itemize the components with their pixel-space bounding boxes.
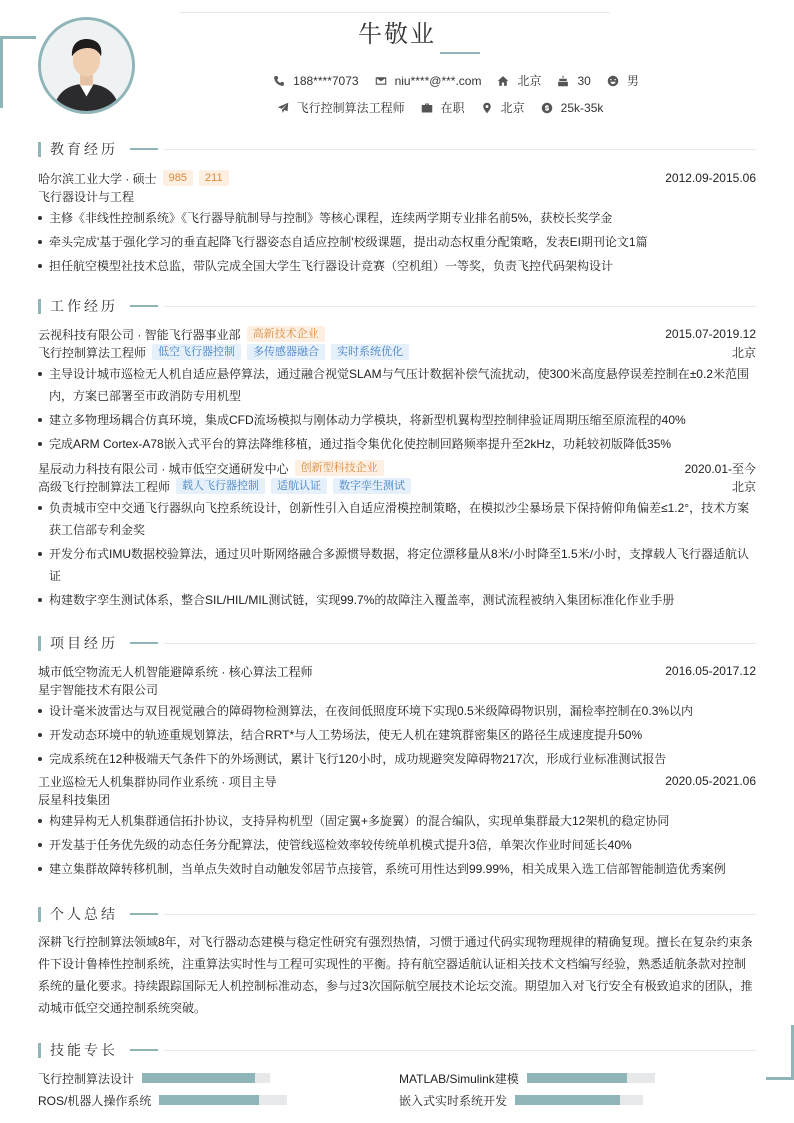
company-name: 云视科技有限公司 · 智能飞行器事业部 <box>38 327 241 342</box>
skill-name: MATLAB/Simulink建模 <box>399 1071 519 1086</box>
skills-grid <box>38 1069 756 1109</box>
email-text: niu****@***.com <box>394 73 482 88</box>
email-item <box>375 74 482 88</box>
project-bullets <box>38 700 756 770</box>
project-bullets <box>38 810 756 880</box>
list-item: 主修《非线性控制系统》《飞行器导航制导与控制》等核心课程，连续两学期专业排名前5%，获校长奖学金 <box>38 207 756 229</box>
skill-bar <box>515 1095 643 1105</box>
list-item: 完成系统在12种极端天气条件下的外场测试，累计飞行120小时，成功规避突发障碍物217次，形成行业标准测试报告 <box>38 748 756 770</box>
work-entry <box>38 459 756 611</box>
job-intent-row <box>0 99 794 116</box>
mail-icon <box>375 75 387 87</box>
skill-tag: 载人飞行器控制 <box>176 478 265 494</box>
skill-name: ROS/机器人操作系统 <box>38 1093 152 1108</box>
skills-title: 技能专长 <box>50 1042 118 1058</box>
salary-text: 25k-35k <box>560 100 604 115</box>
education-title: 教育经历 <box>50 141 118 157</box>
job-title: 飞行控制算法工程师 <box>38 345 147 360</box>
list-item: 建立集群故障转移机制，当单点失效时自动触发邻居节点接管，系统可用性达到99.99%，相关成果入选工信部智能制造优秀案例 <box>38 858 756 880</box>
list-item: 开发动态环境中的轨迹重规划算法，结合RRT*与人工势场法，使无人机在建筑群密集区的路径生成速度提升50% <box>38 724 756 746</box>
education-entry <box>38 169 756 277</box>
work-city: 北京 <box>731 479 756 494</box>
skill-tag: 适航认证 <box>271 478 327 494</box>
company-tag: 创新型科技企业 <box>295 460 384 476</box>
work-bullets <box>38 363 756 455</box>
cake-icon <box>557 75 569 87</box>
skill-level-fill <box>527 1073 627 1083</box>
list-item: 构建数字孪生测试体系，整合SIL/HIL/MIL测试链，实现99.7%的故障注入覆盖率，测试流程被纳入集团标准化作业手册 <box>38 589 756 611</box>
send-icon <box>277 102 289 114</box>
education-section <box>38 138 756 277</box>
location-icon <box>481 102 493 114</box>
coin-icon <box>541 102 553 114</box>
position-item <box>277 99 405 116</box>
school-tag: 211 <box>199 170 229 186</box>
project-name: 城市低空物流无人机智能避障系统 · 核心算法工程师 <box>38 664 313 679</box>
list-item: 设计毫米波雷达与双目视觉融合的障碍物检测算法，在夜间低照度环境下实现0.5米级障碍物识别，漏检率控制在0.3%以内 <box>38 700 756 722</box>
gender-item <box>607 72 639 89</box>
target-city-text: 北京 <box>500 101 525 115</box>
status-item <box>421 99 465 116</box>
list-item: 完成ARM Cortex-A78嵌入式平台的算法降维移植，通过指令集优化使控制回路频率提升至2kHz，功耗较初版降低35% <box>38 433 756 455</box>
skill-level-fill <box>515 1095 620 1105</box>
skill-name: 飞行控制算法设计 <box>38 1071 135 1086</box>
work-date: 2020.01-至今 <box>684 461 756 476</box>
summary-title: 个人总结 <box>50 906 118 922</box>
contact-row <box>0 72 794 89</box>
age-item <box>557 74 590 88</box>
work-title: 工作经历 <box>50 298 118 314</box>
work-entry <box>38 325 756 455</box>
company-name: 星辰动力科技有限公司 · 城市低空交通研发中心 <box>38 461 289 476</box>
phone-item <box>273 74 358 88</box>
education-heading <box>38 138 756 160</box>
salary-item <box>541 101 604 115</box>
phone-text: 188****7073 <box>293 73 359 88</box>
project-section <box>38 632 756 880</box>
age-text: 30 <box>577 73 591 88</box>
smile-icon <box>607 75 619 87</box>
skill-item <box>399 1069 756 1087</box>
project-name: 工业巡检无人机集群协同作业系统 · 项目主导 <box>38 774 277 789</box>
skill-name: 嵌入式实时系统开发 <box>399 1093 508 1108</box>
skill-item <box>399 1091 756 1109</box>
list-item: 开发分布式IMU数据校验算法，通过贝叶斯网络融合多源惯导数据，将定位漂移量从8米/小时降至1.5米/小时，支撑载人飞行器适航认证 <box>38 543 756 587</box>
school-name: 哈尔滨工业大学 · 硕士 <box>38 171 157 186</box>
work-date: 2015.07-2019.12 <box>665 327 756 341</box>
work-bullets <box>38 497 756 611</box>
summary-heading <box>38 903 756 925</box>
list-item: 开发基于任务优先级的动态任务分配算法，使管线巡检效率较传统单机模式提升3倍，单架次作业时间延长40% <box>38 834 756 856</box>
gender-text: 男 <box>626 74 639 88</box>
candidate-name: 牛敬业 <box>358 21 436 48</box>
skills-section <box>38 1039 756 1109</box>
skill-item <box>38 1091 399 1109</box>
skill-level-fill <box>142 1073 255 1083</box>
status-text: 在职 <box>440 101 465 115</box>
list-item: 构建异构无人机集群通信拓扑协议，支持异构机型（固定翼+多旋翼）的混合编队，实现单集群最大12架机的稳定协同 <box>38 810 756 832</box>
skill-level-fill <box>159 1095 259 1105</box>
home-icon <box>497 75 509 87</box>
target-city-item <box>481 99 525 116</box>
work-section <box>38 295 756 611</box>
skill-item <box>38 1069 399 1087</box>
name-underline <box>440 52 480 54</box>
home-city-text: 北京 <box>517 74 542 88</box>
project-org: 辰星科技集团 <box>38 792 111 807</box>
education-date: 2012.09-2015.06 <box>665 171 756 185</box>
list-item: 担任航空模型社技术总监，带队完成全国大学生飞行器设计竞赛（空机组）一等奖，负责飞控代码架构设计 <box>38 255 756 277</box>
education-bullets <box>38 207 756 277</box>
work-heading <box>38 295 756 317</box>
phone-icon <box>273 75 285 87</box>
summary-section <box>38 903 756 1019</box>
skill-tag: 多传感器融合 <box>247 344 325 360</box>
education-major: 飞行器设计与工程 <box>38 189 135 204</box>
list-item: 牵头完成'基于强化学习的垂直起降飞行器姿态自适应控制'校级课题，提出动态权重分配策略，发表EI期刊论文1篇 <box>38 231 756 253</box>
project-title: 项目经历 <box>50 635 118 651</box>
home-item <box>497 72 541 89</box>
project-org: 星宇智能技术有限公司 <box>38 682 159 697</box>
work-city: 北京 <box>731 345 756 360</box>
skill-bar <box>159 1095 287 1105</box>
project-entry <box>38 662 756 770</box>
list-item: 主导设计城市巡检无人机自适应悬停算法，通过融合视觉SLAM与气压计数据补偿气流扰动，使300米高度悬停误差控制在±0.2米范围内，方案已部署至市政消防专用机型 <box>38 363 756 407</box>
project-entry <box>38 772 756 880</box>
list-item: 建立多物理场耦合仿真环境，集成CFD流场模拟与刚体动力学模块，将新型机翼构型控制律验证周期压缩至原流程的40% <box>38 409 756 431</box>
job-title: 高级飞行控制算法工程师 <box>38 479 171 494</box>
list-item: 负责城市空中交通飞行器纵向飞控系统设计，创新性引入自适应滑模控制策略，在模拟沙尘暴场景下保持俯仰角偏差≤1.2°，技术方案获工信部专利金奖 <box>38 497 756 541</box>
corner-decoration-bottom-right <box>766 1077 794 1080</box>
skill-tag: 实时系统优化 <box>331 344 409 360</box>
skill-tag: 数字孪生测试 <box>333 478 411 494</box>
school-tag: 985 <box>163 170 193 186</box>
summary-text: 深耕飞行控制算法领域8年，对飞行器动态建模与稳定性研究有强烈热情，习惯于通过代码实现物理规律的精确复现。擅长在复杂约束条件下设计鲁棒性控制系统，注重算法实时性与工程可实现性的平衡。持有航空器适航认证相关技术文档编写经验，熟悉适航条款对控制系统的量化要求。持续跟踪国际无人机控制标准动态，参与过3次国际航空展技术论坛交流。期望加入对飞行安全有极致追求的团队，推动城市低空交通控制系统突破。 <box>38 935 753 1015</box>
project-date: 2020.05-2021.06 <box>665 774 756 788</box>
position-text: 飞行控制算法工程师 <box>296 101 405 115</box>
skill-bar <box>142 1073 270 1083</box>
project-heading <box>38 632 756 654</box>
skill-bar <box>527 1073 655 1083</box>
company-tag: 高新技术企业 <box>247 326 325 342</box>
skill-tag: 低空飞行器控制 <box>152 344 241 360</box>
skills-heading <box>38 1039 756 1061</box>
top-divider <box>180 12 610 13</box>
briefcase-icon <box>421 102 433 114</box>
project-date: 2016.05-2017.12 <box>665 664 756 678</box>
